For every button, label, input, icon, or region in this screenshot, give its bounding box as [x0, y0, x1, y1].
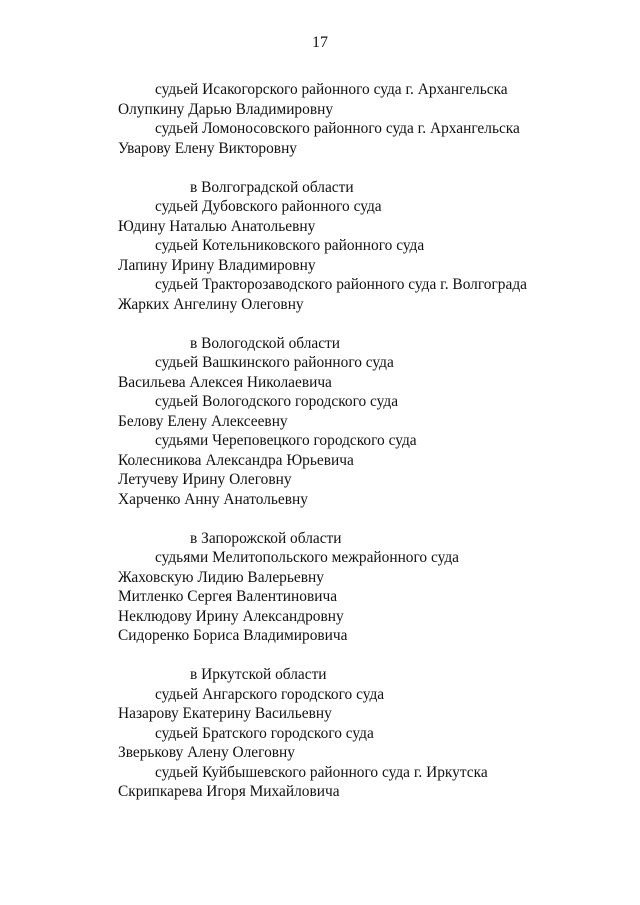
judge-name: Митленко Сергея Валентиновича: [118, 588, 338, 605]
judge-name: Скрипкарева Игоря Михайловича: [118, 783, 340, 800]
region-heading: в Иркутской области: [190, 666, 327, 683]
judge-name: Неклюдову Ирину Александровну: [118, 607, 344, 625]
judge-name: Сидоренко Бориса Владимировича: [118, 627, 348, 644]
court-line: судьей Тракторозаводского районного суда г. Волгограда: [155, 276, 527, 293]
page-number: 17: [312, 34, 328, 51]
court-line: судьей Вологодского городского суда: [155, 393, 399, 410]
judge-name: Жарких Ангелину Олеговну: [118, 295, 304, 313]
judge-name: Летучеву Ирину Олеговну: [118, 471, 292, 488]
paragraph-spacer: [0, 646, 640, 666]
court-line: судьей Вашкинского районного суда: [155, 354, 394, 371]
court-line: судьей Ангарского городского суда: [155, 685, 385, 703]
court-line: судьей Дубовского районного суда: [155, 198, 382, 215]
paragraph-spacer: [0, 509, 640, 529]
judge-name: Назарову Екатерину Васильевну: [118, 705, 332, 722]
court-line: судьей Исакогорского районного суда г. Архангельска: [155, 81, 508, 98]
judge-name: Олупкину Дарью Владимировну: [118, 100, 334, 118]
region-heading: в Вологодской области: [190, 334, 341, 352]
judge-name: Колесникова Александра Юрьевича: [118, 451, 354, 469]
court-line: судьями Череповецкого городского суда: [155, 432, 417, 449]
judge-name: Харченко Анну Анатольевну: [118, 490, 308, 508]
document-body: [0, 80, 640, 802]
court-line: судьей Куйбышевского районного суда г. Иркутска: [155, 763, 488, 781]
court-line: судьей Котельниковского районного суда: [155, 237, 425, 254]
court-line: судьей Братского городского суда: [155, 724, 374, 742]
paragraph-spacer: [0, 314, 640, 334]
judge-name: Зверькову Алену Олеговну: [118, 744, 295, 761]
judge-name: Васильева Алексея Николаевича: [118, 373, 332, 391]
region-heading: в Волгоградской области: [190, 178, 354, 196]
region-heading: в Запорожской области: [190, 529, 342, 547]
paragraph-spacer: [0, 158, 640, 178]
judge-name: Лапину Ирину Владимировну: [118, 256, 316, 274]
judge-name: Жаховскую Лидию Валерьевну: [118, 568, 324, 586]
court-line: судьями Мелитопольского межрайонного суда: [155, 549, 459, 566]
judge-name: Юдину Наталью Анатольевну: [118, 217, 316, 235]
judge-name: Белову Елену Алексеевну: [118, 412, 288, 430]
court-line: судьей Ломоносовского районного суда г. Архангельска: [155, 120, 520, 137]
judge-name: Уварову Елену Викторовну: [118, 139, 298, 157]
